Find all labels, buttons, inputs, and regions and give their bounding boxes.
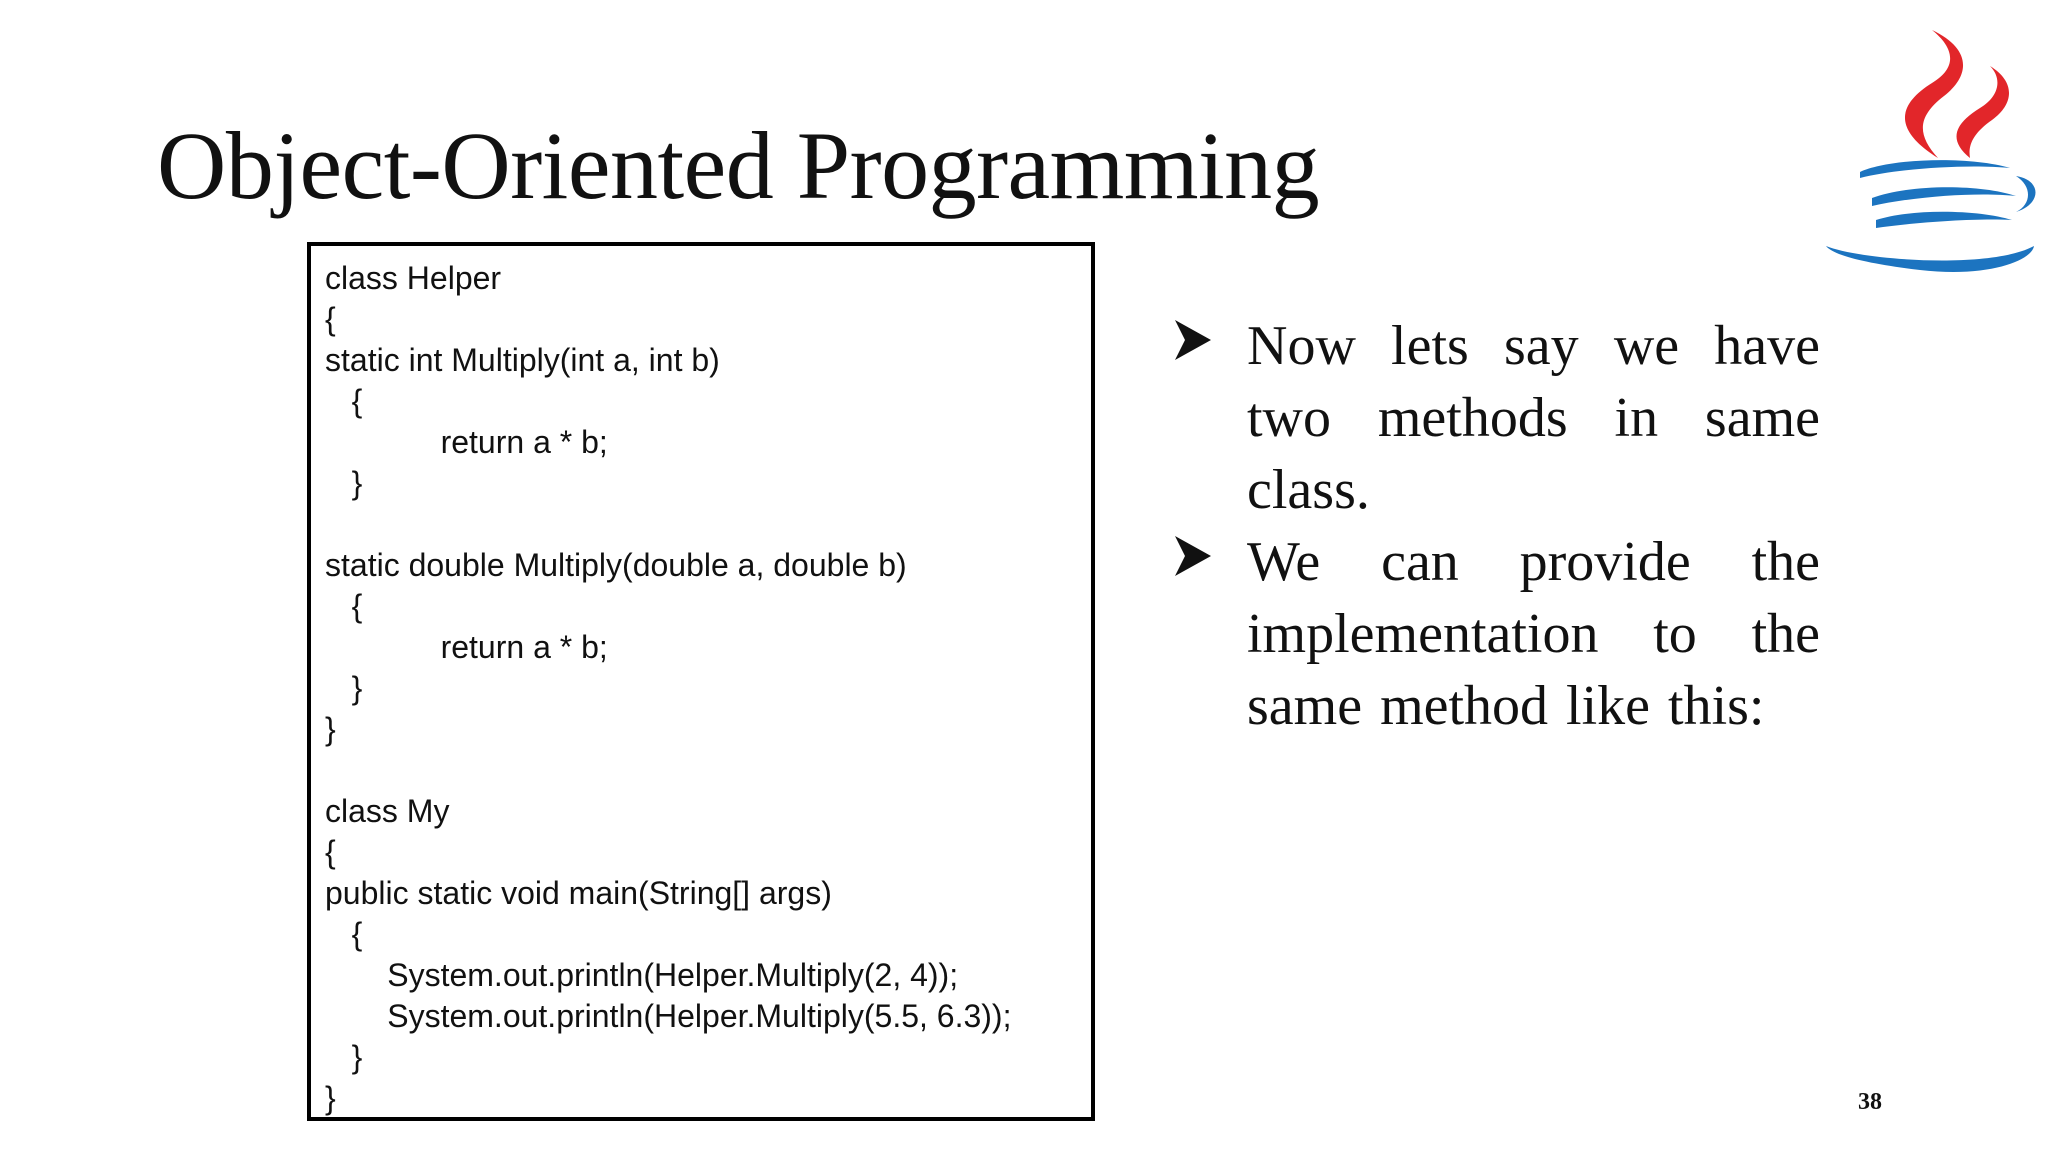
bullet-list bbox=[1173, 310, 1820, 742]
arrowhead-bullet-icon bbox=[1173, 534, 1213, 578]
java-coffee-cup-icon bbox=[1820, 8, 2040, 276]
bullet-text: We can provide the implementation to the same method like this: bbox=[1247, 531, 1820, 737]
java-logo-handle bbox=[2016, 176, 2036, 212]
code-line: class Helper bbox=[325, 260, 502, 296]
java-logo-ring-3 bbox=[1876, 212, 2012, 228]
code-line: } bbox=[325, 670, 363, 706]
code-line: { bbox=[325, 383, 363, 419]
bullet-item bbox=[1173, 526, 1820, 742]
bullet-item bbox=[1173, 310, 1820, 526]
page-number: 38 bbox=[1858, 1089, 1882, 1115]
code-line: return a * b; bbox=[325, 424, 608, 460]
code-line: return a * b; bbox=[325, 629, 608, 665]
java-logo-ring-1 bbox=[1860, 160, 2010, 178]
code-line: System.out.println(Helper.Multiply(2, 4)); bbox=[325, 957, 959, 993]
code-line: } bbox=[325, 1080, 336, 1116]
code-line: { bbox=[325, 834, 336, 870]
code-line: public static void main(String[] args) bbox=[325, 875, 832, 911]
java-logo-steam-left bbox=[1905, 30, 1963, 158]
code-line: static double Multiply(double a, double b) bbox=[325, 547, 907, 583]
code-line: } bbox=[325, 465, 363, 501]
code-line bbox=[325, 750, 1091, 791]
arrowhead-bullet-icon bbox=[1173, 318, 1213, 362]
code-line: static int Multiply(int a, int b) bbox=[325, 342, 720, 378]
bullet-text: Now lets say we have two methods in same class. bbox=[1247, 315, 1820, 521]
code-line: { bbox=[325, 588, 363, 624]
code-listing bbox=[307, 242, 1095, 1121]
code-line: System.out.println(Helper.Multiply(5.5, 6.3)); bbox=[325, 998, 1012, 1034]
slide-title: Object-Oriented Programming bbox=[157, 112, 1320, 219]
code-line: { bbox=[325, 916, 363, 952]
code-line: { bbox=[325, 301, 336, 337]
java-logo-ring-2 bbox=[1872, 187, 2016, 206]
java-logo-steam-right bbox=[1957, 66, 2009, 158]
code-line: class My bbox=[325, 793, 450, 829]
java-logo-saucer bbox=[1826, 246, 2034, 272]
code-line: } bbox=[325, 1039, 363, 1075]
code-line: } bbox=[325, 711, 336, 747]
code-line bbox=[325, 504, 1091, 545]
